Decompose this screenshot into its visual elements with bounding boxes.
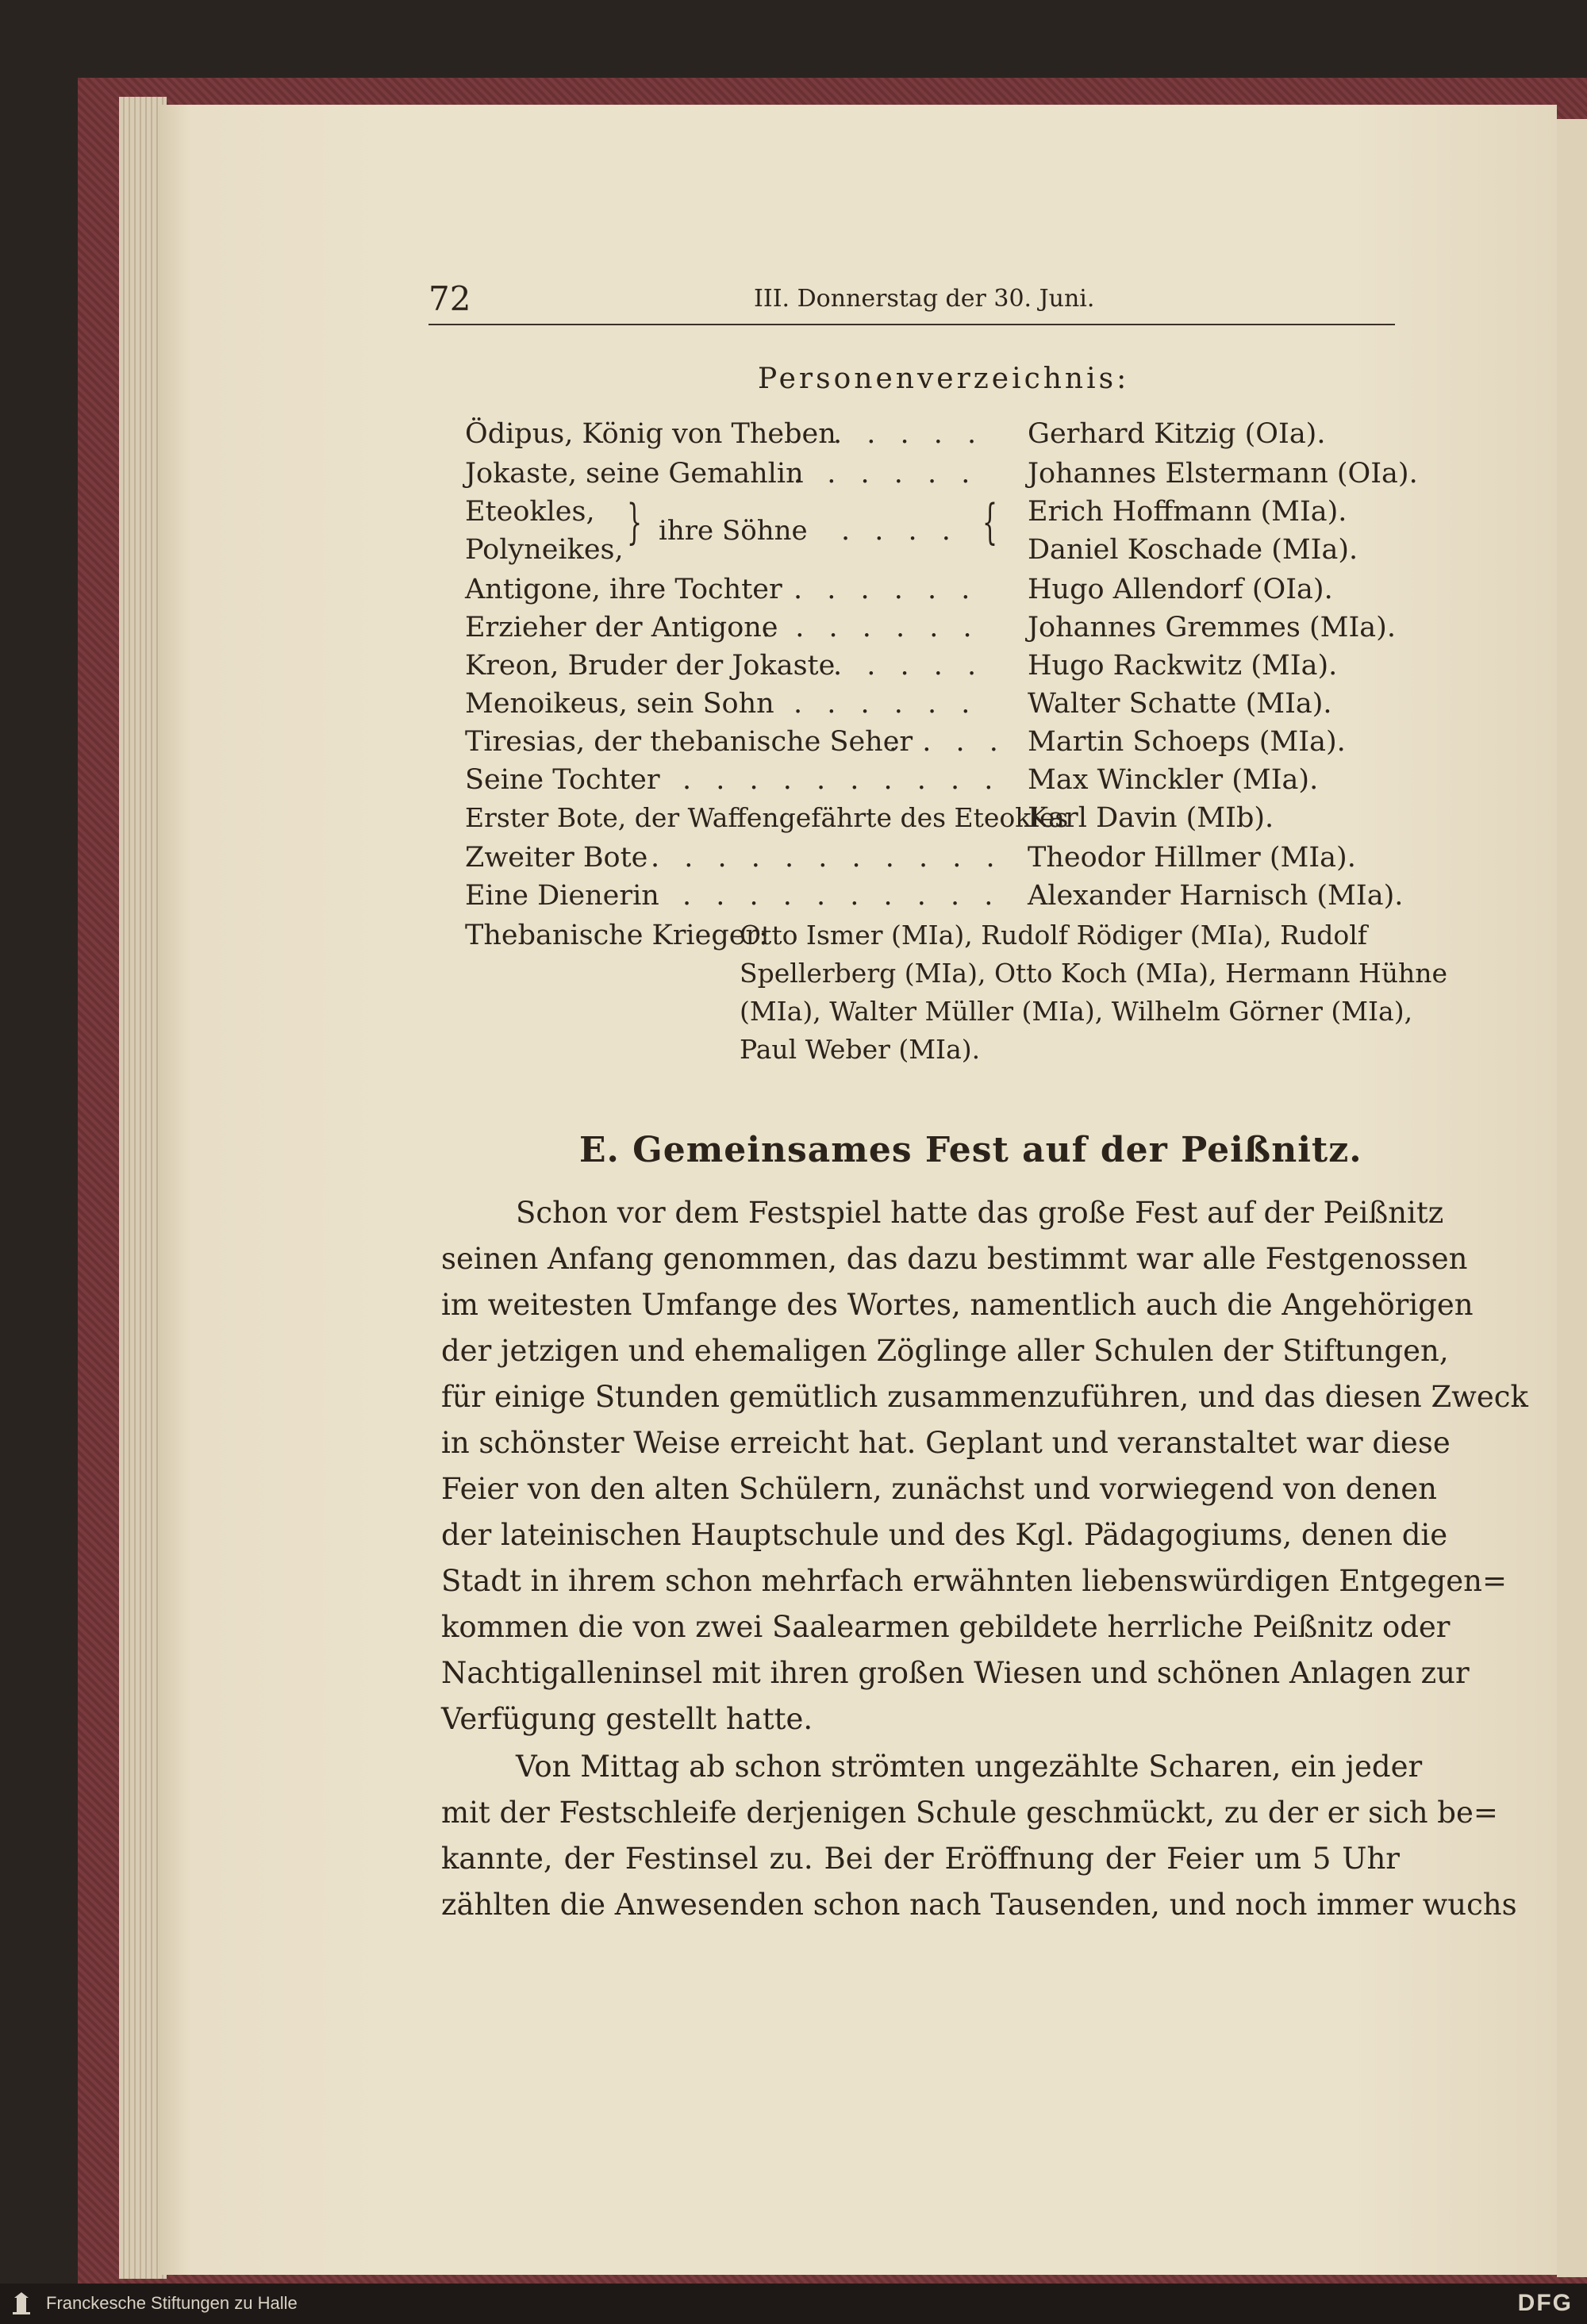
body-line: für einige Stunden gemütlich zusammenzuführen, und das diesen Zweck: [441, 1380, 1528, 1414]
body-line: in schönster Weise erreicht hat. Geplant und veranstaltet war diese: [441, 1426, 1451, 1460]
running-title: III. Donnerstag der 30. Juni.: [754, 285, 1095, 313]
cast-role: Seine Tochter: [465, 764, 660, 796]
leader-dots: . . . . . . . . . .: [682, 764, 1001, 796]
body-line: kommen die von zwei Saalearmen gebildete herrliche Peißnitz oder: [441, 1610, 1451, 1644]
body-line: im weitesten Umfange des Wortes, namentlich auch die Angehörigen: [441, 1288, 1474, 1322]
funder-logo: DFG: [1517, 2290, 1573, 2316]
right-brace: {: [982, 494, 998, 550]
body-line: Verfügung gestellt hatte.: [441, 1702, 813, 1736]
cast-role: Erzieher der Antigone: [465, 612, 778, 643]
cast-role: Eteokles,: [465, 496, 595, 528]
leader-dots: . . . . . .: [794, 688, 978, 720]
cast-role: Erster Bote, der Waffengefährte des Eteokles: [465, 802, 1069, 833]
leader-dots: . . . . . . .: [762, 612, 980, 643]
cast-role: Kreon, Bruder der Jokaste: [465, 650, 836, 682]
leader-dots: . . . . . . . . . . .: [651, 842, 1003, 874]
body-line: der jetzigen und ehemaligen Zöglinge aller Schulen der Stiftungen,: [441, 1334, 1449, 1368]
warriors-label: Thebanische Krieger:: [465, 920, 768, 951]
body-line: Von Mittag ab schon strömten ungezählte Scharen, ein jeder: [516, 1750, 1423, 1784]
body-line: Stadt in ihrem schon mehrfach erwähnten liebenswürdigen Entgegen=: [441, 1564, 1507, 1598]
facing-page-edge: [1557, 119, 1587, 2277]
body-line: der lateinischen Hauptschule und des Kgl. Pädagogiums, denen die: [441, 1518, 1448, 1552]
institution-logo-icon: [10, 2291, 33, 2317]
cast-actor: Johannes Gremmes (MIa).: [1028, 612, 1396, 643]
cast-role: Zweiter Bote: [465, 842, 648, 874]
cast-role: Polyneikes,: [465, 534, 624, 566]
cast-actor: Gerhard Kitzig (OIa).: [1028, 418, 1326, 450]
cast-actor: Theodor Hillmer (MIa).: [1028, 842, 1356, 874]
cast-actor: Karl Davin (MIb).: [1028, 802, 1274, 834]
page-number: 72: [428, 279, 471, 318]
leader-dots: . . . .: [841, 515, 959, 547]
brothers-label: ihre Söhne: [659, 515, 808, 547]
body-line: mit der Festschleife derjenigen Schule geschmückt, zu der er sich be=: [441, 1796, 1498, 1830]
viewer-footer: [0, 2284, 1587, 2324]
cast-role: Menoikeus, sein Sohn: [465, 688, 774, 720]
leader-dots: . . . . . .: [794, 574, 978, 605]
leader-dots: . . . . . . . . . .: [682, 880, 1001, 912]
body-line: kannte, der Festinsel zu. Bei der Eröffnung der Feier um 5 Uhr: [441, 1842, 1400, 1876]
cast-role: Tiresias, der thebanische Seher: [465, 726, 913, 758]
cast-role: Jokaste, seine Gemahlin: [465, 458, 804, 490]
header-rule: [428, 324, 1395, 325]
cast-actor: Martin Schoeps (MIa).: [1028, 726, 1346, 758]
body-line: Nachtigalleninsel mit ihren großen Wiesen und schönen Anlagen zur: [441, 1656, 1470, 1690]
cast-actor: Erich Hoffmann (MIa).: [1028, 496, 1347, 528]
leader-dots: . . . . .: [833, 650, 985, 682]
warriors-line: Paul Weber (MIa).: [740, 1034, 981, 1065]
institution-name: Franckesche Stiftungen zu Halle: [46, 2293, 298, 2313]
section-heading: E. Gemeinsames Fest auf der Peißnitz.: [579, 1130, 1362, 1170]
leader-dots: . . . . .: [833, 418, 985, 450]
body-line: Schon vor dem Festspiel hatte das große Fest auf der Peißnitz: [516, 1196, 1444, 1230]
cast-role: Eine Dienerin: [465, 880, 659, 912]
body-line: zählten die Anwesenden schon nach Tausenden, und noch immer wuchs: [441, 1888, 1517, 1922]
warriors-line: Spellerberg (MIa), Otto Koch (MIa), Hermann Hühne: [740, 958, 1448, 989]
cast-actor: Johannes Elstermann (OIa).: [1028, 458, 1418, 490]
cast-actor: Alexander Harnisch (MIa).: [1028, 880, 1404, 912]
warriors-line: Otto Ismer (MIa), Rudolf Rödiger (MIa), Rudolf: [740, 920, 1367, 951]
cast-role: Antigone, ihre Tochter: [465, 574, 782, 605]
cast-actor: Daniel Koschade (MIa).: [1028, 534, 1358, 566]
body-line: Feier von den alten Schülern, zunächst und vorwiegend von denen: [441, 1472, 1437, 1506]
warriors-line: (MIa), Walter Müller (MIa), Wilhelm Görner (MIa),: [740, 996, 1413, 1027]
cast-role: Ödipus, König von Theben: [465, 418, 836, 450]
cast-actor: Hugo Allendorf (OIa).: [1028, 574, 1333, 605]
cast-list-title: Personenverzeichnis:: [758, 363, 1130, 395]
body-line: seinen Anfang genommen, das dazu bestimmt war alle Festgenossen: [441, 1242, 1468, 1276]
leader-dots: . . . . . .: [794, 458, 978, 490]
cast-actor: Hugo Rackwitz (MIa).: [1028, 650, 1338, 682]
cast-actor: Walter Schatte (MIa).: [1028, 688, 1332, 720]
cast-actor: Max Winckler (MIa).: [1028, 764, 1319, 796]
left-brace: }: [627, 494, 643, 550]
leader-dots: . . . .: [889, 726, 1006, 758]
